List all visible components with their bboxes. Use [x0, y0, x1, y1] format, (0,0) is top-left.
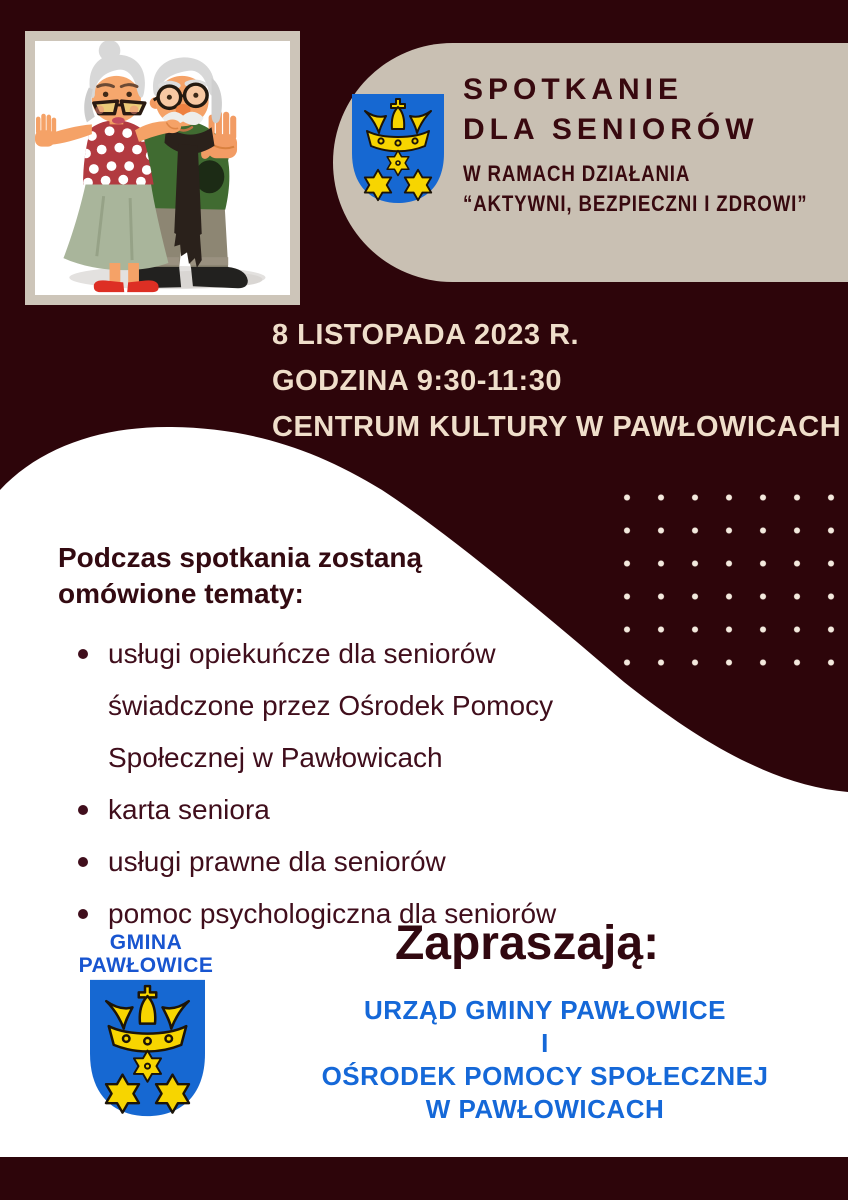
coat-of-arms-icon	[85, 976, 210, 1120]
org-line: URZĄD GMINY PAWŁOWICE	[364, 995, 726, 1025]
invite-heading: Zapraszają:	[394, 917, 660, 970]
title-line-2: DLA SENIORÓW	[463, 113, 759, 146]
bottom-bar	[0, 1157, 848, 1200]
coat-of-arms-icon	[348, 90, 448, 207]
hero-panel	[333, 43, 848, 282]
topic-item: usługi prawne dla seniorów	[76, 836, 621, 888]
topic-item: usługi opiekuńcze dla seniorów świadczone przez Ośrodek Pomocy Społecznej w Pawłowicach	[76, 628, 621, 784]
logo-label-line-1: GMINA	[109, 931, 183, 954]
event-venue: CENTRUM KULTURY W PAWŁOWICACH	[272, 411, 842, 443]
event-time: GODZINA 9:30-11:30	[272, 365, 562, 397]
org-line: OŚRODEK POMOCY SPOŁECZNEJ	[321, 1061, 769, 1091]
org-separator: I	[541, 1028, 549, 1058]
title-line-1: SPOTKANIE	[463, 73, 684, 106]
dots-pattern-decoration	[610, 481, 848, 679]
poster-subtitle	[463, 159, 848, 219]
poster-title	[463, 70, 848, 150]
photo-frame	[25, 31, 300, 305]
topic-item: karta seniora	[76, 784, 621, 836]
event-date: 8 LISTOPADA 2023 R.	[272, 319, 580, 351]
elderly-couple-illustration	[35, 41, 290, 295]
topic-item: pomoc psychologiczna dla seniorów	[76, 888, 621, 940]
logo-label-line-2: PAWŁOWICE	[78, 954, 214, 977]
topics-heading-line-2: omówione tematy:	[58, 578, 304, 609]
invite-organizations	[320, 994, 770, 1126]
topics-heading-line-1: Podczas spotkania zostaną	[58, 542, 423, 573]
org-line: W PAWŁOWICACH	[425, 1094, 665, 1124]
subtitle-line-2: “AKTYWNI, BEZPIECZNI I ZDROWI”	[463, 191, 808, 216]
event-details	[272, 312, 841, 450]
topics-heading	[58, 540, 422, 612]
subtitle-line-1: W RAMACH DZIAŁANIA	[463, 161, 691, 186]
gmina-logo-label	[60, 931, 232, 977]
topics-list	[76, 628, 621, 940]
